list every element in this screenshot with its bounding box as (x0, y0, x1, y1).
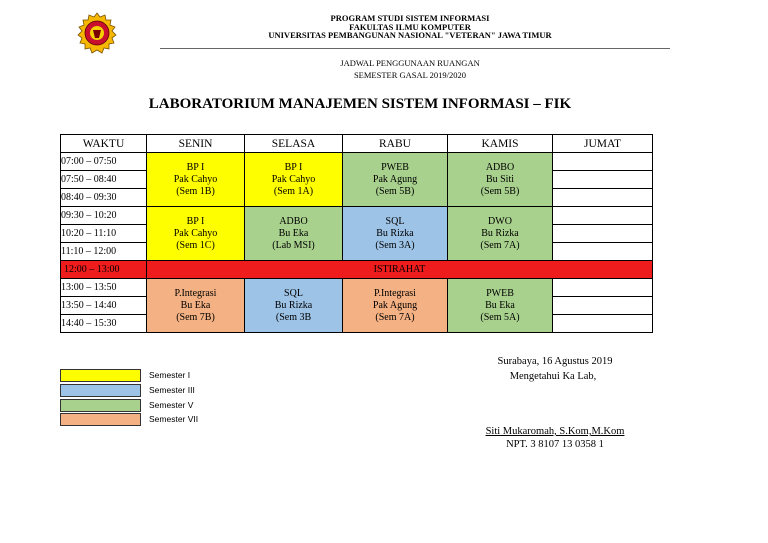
time-slot: 14:40 – 15:30 (61, 315, 147, 333)
empty-cell (553, 171, 653, 189)
course-name: PWEB (486, 287, 514, 299)
header-divider (160, 48, 670, 49)
table-row (61, 153, 653, 171)
document-subtitle: JADWAL PENGGUNAAN RUANGAN (340, 58, 480, 68)
legend-swatch (60, 384, 141, 397)
column-header: JUMAT (553, 135, 653, 153)
column-header: SENIN (147, 135, 245, 153)
table-row (61, 279, 653, 297)
lecturer-name: Pak Agung (372, 299, 418, 311)
lecturer-name: Bu Eka (278, 227, 309, 239)
lecturer-name: Bu Eka (180, 299, 211, 311)
faculty-name: FAKULTAS ILMU KOMPUTER (349, 22, 471, 32)
class-group: (Sem 1C) (176, 239, 215, 251)
course-name: P.Integrasi (174, 287, 217, 299)
empty-cell (553, 153, 653, 171)
class-group: (Sem 5B) (375, 185, 415, 197)
schedule-cell (147, 153, 245, 207)
program-name: PROGRAM STUDI SISTEM INFORMASI (330, 13, 490, 23)
legend-label: Semester III (149, 385, 195, 395)
empty-cell (553, 315, 653, 333)
schedule-cell (343, 153, 448, 207)
column-header: RABU (343, 135, 448, 153)
course-name: BP I (186, 215, 205, 227)
time-slot: 11:10 – 12:00 (61, 243, 147, 261)
break-row (61, 261, 653, 279)
schedule-table (60, 134, 653, 333)
lecturer-name: Bu Eka (485, 299, 515, 311)
legend-label: Semester I (149, 370, 191, 380)
class-group: (Sem 7A) (375, 311, 415, 323)
schedule-cell (448, 153, 553, 207)
course-name: SQL (284, 287, 303, 299)
break-time: 12:00 – 13:00 (61, 261, 147, 279)
schedule-cell (245, 207, 343, 261)
course-name: SQL (385, 215, 405, 227)
class-group: (Sem 3B (275, 311, 312, 323)
column-header: WAKTU (61, 135, 147, 153)
time-slot: 08:40 – 09:30 (61, 189, 147, 207)
signature-role: Mengetahui Ka Lab, (509, 371, 597, 382)
legend-label: Semester V (149, 400, 194, 410)
empty-cell (553, 225, 653, 243)
lecturer-name: Bu Rizka (481, 227, 519, 239)
university-logo-icon (76, 12, 118, 54)
schedule-cell (343, 207, 448, 261)
class-group: (Sem 5B) (480, 185, 520, 197)
table-header-row (61, 135, 653, 153)
legend-label: Semester VII (149, 414, 199, 424)
time-slot: 13:00 – 13:50 (61, 279, 147, 297)
page-title: LABORATORIUM MANAJEMEN SISTEM INFORMASI – FIK (148, 96, 572, 112)
lecturer-name: Pak Cahyo (173, 227, 218, 239)
signatory-id: NPT. 3 8107 13 0358 1 (506, 439, 604, 450)
course-name: ADBO (485, 161, 515, 173)
schedule-cell (448, 279, 553, 333)
course-name: P.Integrasi (374, 287, 416, 299)
empty-cell (553, 189, 653, 207)
lecturer-name: Bu Rizka (376, 227, 414, 239)
time-slot: 10:20 – 11:10 (61, 225, 147, 243)
lecturer-name: Bu Rizka (274, 299, 313, 311)
course-name: ADBO (279, 215, 308, 227)
schedule-cell (448, 207, 553, 261)
schedule-cell (245, 279, 343, 333)
signatory-name: Siti Mukaromah, S.Kom,M.Kom (485, 426, 625, 437)
class-group: (Lab MSI) (272, 239, 315, 251)
lecturer-name: Bu Siti (485, 173, 515, 185)
table-row (61, 207, 653, 225)
lecturer-name: Pak Cahyo (271, 173, 316, 185)
lecturer-name: Pak Cahyo (173, 173, 218, 185)
class-group: (Sem 7A) (480, 239, 520, 251)
column-header: KAMIS (448, 135, 553, 153)
course-name: BP I (284, 161, 303, 173)
schedule-cell (147, 279, 245, 333)
empty-cell (553, 297, 653, 315)
lecturer-name: Pak Agung (372, 173, 418, 185)
schedule-cell (343, 279, 448, 333)
empty-cell (553, 243, 653, 261)
class-group: (Sem 7B) (176, 311, 215, 323)
university-name: UNIVERSITAS PEMBANGUNAN NASIONAL "VETERAN" JAWA TIMUR (268, 30, 552, 40)
class-group: (Sem 1A) (273, 185, 314, 197)
course-name: PWEB (381, 161, 409, 173)
class-group: (Sem 5A) (480, 311, 520, 323)
course-name: BP I (186, 161, 205, 173)
time-slot: 07:50 – 08:40 (61, 171, 147, 189)
legend-swatch (60, 413, 141, 426)
time-slot: 07:00 – 07:50 (61, 153, 147, 171)
column-header: SELASA (245, 135, 343, 153)
schedule-cell (245, 153, 343, 207)
legend-swatch (60, 369, 141, 382)
signature-place-date: Surabaya, 16 Agustus 2019 (497, 356, 613, 367)
semester-label: SEMESTER GASAL 2019/2020 (353, 70, 467, 80)
break-label: ISTIRAHAT (147, 261, 653, 279)
time-slot: 13:50 – 14:40 (61, 297, 147, 315)
schedule-cell (147, 207, 245, 261)
class-group: (Sem 1B) (176, 185, 215, 197)
legend-swatch (60, 399, 141, 412)
empty-cell (553, 279, 653, 297)
class-group: (Sem 3A) (375, 239, 415, 251)
empty-cell (553, 207, 653, 225)
course-name: DWO (488, 215, 512, 227)
time-slot: 09:30 – 10:20 (61, 207, 147, 225)
